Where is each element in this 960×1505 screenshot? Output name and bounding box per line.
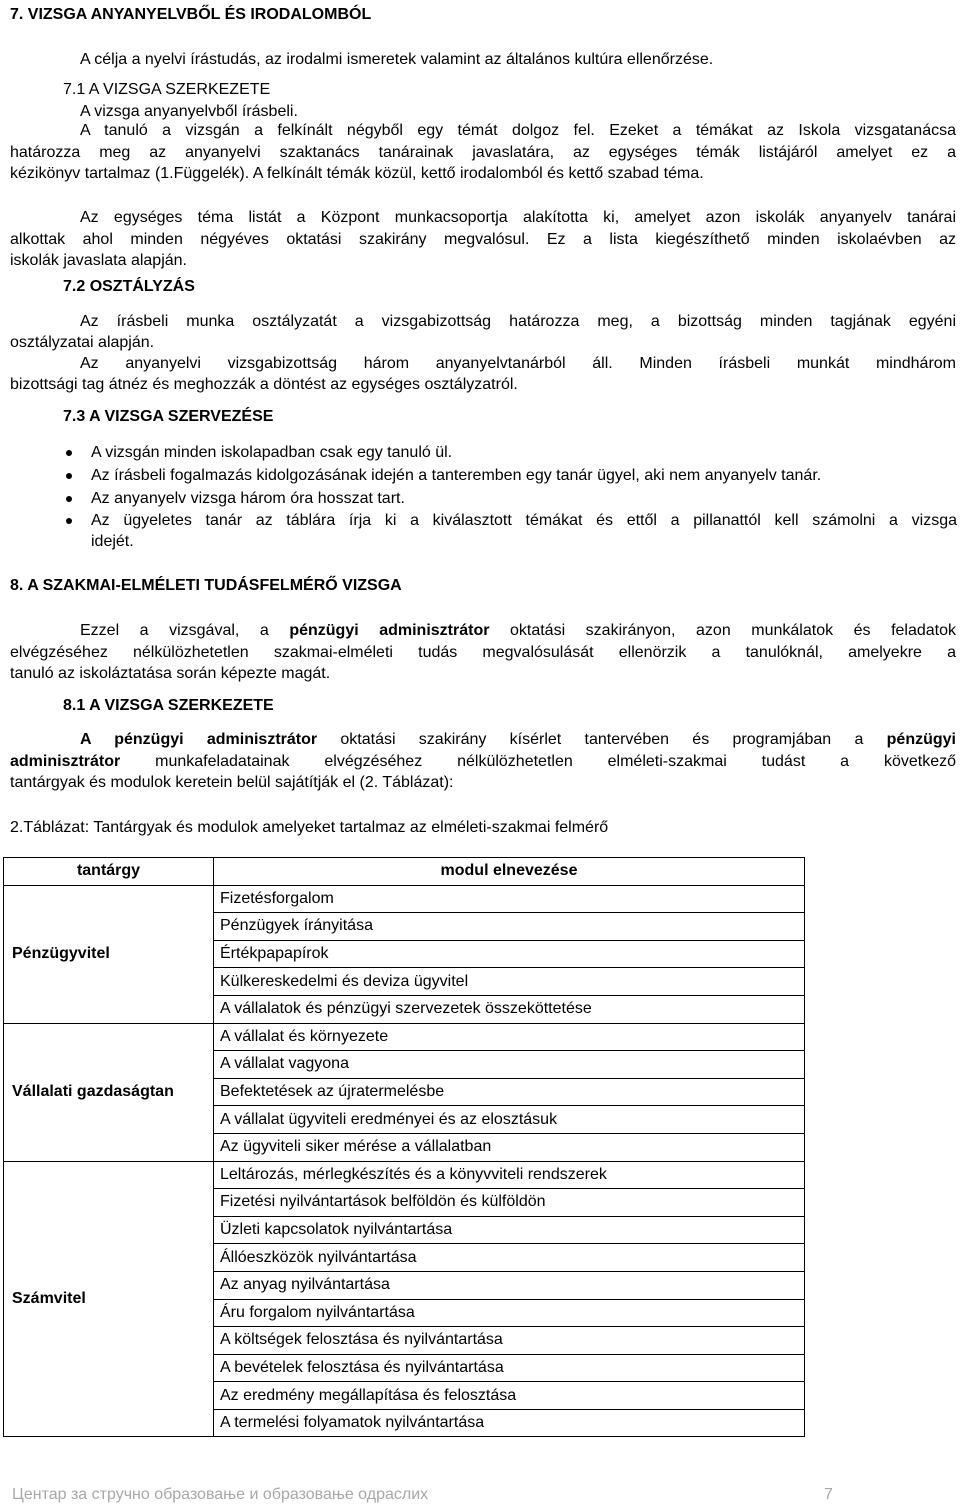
subsection-7-3-title: 7.3 A VIZSGA SZERVEZÉSE [63,408,274,425]
module-cell: Fizetésforgalom [214,885,805,913]
module-cell: Az ügyviteli siker mérése a vállalatban [214,1133,805,1161]
module-cell: Külkereskedelmi és deviza ügyvitel [214,968,805,996]
module-cell: Értékpapapírok [214,940,805,968]
topic-selection-paragraph: A tanuló a vizsgán a felkínált négyből egy témát dolgoz fel. Ezeket a témákat az Iskola vizsgatanácsa [80,122,956,139]
module-cell: Állóeszközök nyilvántartása [214,1244,805,1272]
table-caption: 2.Táblázat: Tantárgyak és modulok amelyeket tartalmaz az elméleti-szakmai felmérő [10,819,609,836]
grading-paragraph-2: Az anyanyelvi vizsgabizottság három anyanyelvtanárból áll. Minden írásbeli munkát mindhárom [80,355,956,372]
subject-cell: Pénzügyvitel [4,885,214,1023]
section-8-intro-cont: elvégzéséhez nélkülözhetetlen szakmai-elméleti tudás megvalósulását ellenörzik a tanulóknál, amelyekre a tanuló az iskoláztatása során képezte magát. [10,644,956,682]
structure-paragraph: A pénzügyi adminisztrátor oktatási szakirány kísérlet tantervében és programjában a pénzügyi [80,731,956,748]
module-cell: A termelési folyamatok nyilvántartása [214,1409,805,1437]
header-module: modul elnevezése [214,858,805,886]
grading-paragraph-2-cont: bizottsági tag átnéz és meghozzák a döntést az egységes osztályzatról. [10,376,518,393]
module-cell: A bevételek felosztása és nyilvántartása [214,1354,805,1382]
document-page: 7. VIZSGA ANYANYELVBŐL ÉS IRODALOMBÓL A célja a nyelvi írástudás, az irodalmi ismeretek valamint az általános kultúra ellenőrzése. 7.1 A VIZSGA SZERKEZETE A vizsga anyanyelvből írásbeli. A tanuló a vizsgán a felkínált négyből egy témát dolgoz fel. Ezeket a témákat az Iskola vizsgatanácsa határozza meg az anyanyelvi szaktanács tanárainak javaslatára, az egységes témák listájáról amelyet ez a kézikönyv tartalmaz (1.Függelék). A felkínált témák közül, kettő irodalomból és kettő szabad téma. Az egységes téma listát a Központ munkacsoportja alakította ki, amelyet azon iskolák anyanyelv tanárai alkottak ahol minden négyéves oktatási szakirány megvalósul. Ez a lista kiegészíthető minden iskolaévben az iskolák javaslata alapján. 7.2 OSZTÁLYZÁS Az írásbeli munka osztályzatát a vizsgabizottság határozza meg, a bizottság minden tagjának egyéni osztályzatai alapján. Az anyanyelvi vizsgabizottság három anyanyelvtanárból áll. Minden írásbeli munkát mindhárom bizottsági tag átnéz és meghozzák a döntést az egységes osztályzatról. 7.3 A VIZSGA SZERVEZÉSE A vizsgán minden iskolapadban csak egy tanuló ül. Az írásbeli fogalmazás kidolgozásának idején a tanteremben egy tanár ügyel, aki nem anyanyelv tanár. Az anyanyelv vizsga három óra hosszat tart. Az ügyeletes tanár az táblára írja ki a kiválasztott témákat és ettől a pillanattól kell számolni a vizsga idejét. 8. A SZAKMAI-ELMÉLETI TUDÁSFELMÉRŐ VIZSGA Ezzel a vizsgával, a pénzügyi adminisztrátor oktatási szakirányon, azon munkálatok és feladatok elvégzéséhez nélkülözhetetlen szakmai-elméleti tudás megvalósulását ellenörzik a tanulóknál, amelyekre a tanuló az iskoláztatása során képezte magát. 8.1 A VIZSGA SZERKEZETE A pénzügyi adminisztrátor oktatási szakirány kísérlet tantervében és programjában a pénzügyi adminisztrátor munkafeladatainak elvégzéséhez nélkülözhetetlen elméleti-szakmai tudást a következő tantárgyak és modulok keretein belül sajátítják el (2. Táblázat): 2.Táblázat: Tantárgyak és modulok amelyeket tartalmaz az elméleti-szakmai felmérő tantárgy modul elnevezése Pénzügyvitel Fizetésforgalom Pénzügyek írányitása Értékpapapírok Külkereskedelmi és deviza ügyvitel A vállalatok és pénzügyi szervezetek összeköttetése Vállalati gazdaságtan A vállalat és környezete A vállalat vagyona Befektetések az újratermelésbe A vállalat ügyviteli eredményei és az elosztásuk Az ügyviteli siker mérése a vállalatban Számvitel Leltározás, mérlegkészítés és a könyvviteli rendszerek Fizetési nyilvántartások belföldön és külföldön Üzleti kapcsolatok nyilvántartása Állóeszközök nyilvántartása Az anyag nyilvántartása Áru forgalom nyilvántartása A költségek felosztása és nyilvántartása A bevételek felosztása és nyilvántartása Az eredmény megállapítása és felosztása A termelési folyamatok nyilvántartása Центар за стручно образовање и образовање одраслих 7 [0,0,960,1505]
module-cell: A vállalat ügyviteli eredményei és az elosztásuk [214,1106,805,1134]
topic-selection-paragraph-cont: határozza meg az anyanyelvi szaktanács tanárainak javaslatára, az egységes témák listájáról amelyet ez a kézikönyv tartalmaz (1.Függelék). A felkínált témák közül, kettő irodalomból és kettő szabad téma. [10,144,956,182]
subsection-7-2-title: 7.2 OSZTÁLYZÁS [63,278,195,295]
module-cell: A vállalatok és pénzügyi szervezetek összeköttetése [214,995,805,1023]
module-cell: Üzleti kapcsolatok nyilvántartása [214,1216,805,1244]
grading-paragraph-1: Az írásbeli munka osztályzatát a vizsgabizottság határozza meg, a bizottság minden tagjának egyéni [80,313,956,330]
module-cell: Az anyag nyilvántartása [214,1271,805,1299]
module-cell: A vállalat vagyona [214,1051,805,1079]
table-row [4,885,805,913]
header-subject: tantárgy [4,858,214,886]
module-cell: Áru forgalom nyilvántartása [214,1299,805,1327]
modules-table [3,857,805,1437]
subject-cell: Számvitel [4,1161,214,1437]
page-footer: Центар за стручно образовање и образовање одраслих [12,1486,429,1503]
grading-paragraph-1-cont: osztályzatai alapján. [10,334,155,351]
subsection-7-1-title: 7.1 A VIZSGA SZERKEZETE [63,81,271,98]
module-cell: Leltározás, mérlegkészítés és a könyvviteli rendszerek [214,1161,805,1189]
table-header-row [4,858,805,886]
section-7-goal: A célja a nyelvi írástudás, az irodalmi ismeretek valamint az általános kultúra ellenőrzése. [80,51,714,68]
module-cell: Az eredmény megállapítása és felosztása [214,1382,805,1410]
topic-list-paragraph: Az egységes téma listát a Központ munkacsoportja alakította ki, amelyet azon iskolák anyanyelv tanárai [80,209,956,226]
section-8-intro: Ezzel a vizsgával, a pénzügyi adminisztrátor oktatási szakirányon, azon munkálatok és feladatok [80,622,956,639]
module-cell: A költségek felosztása és nyilvántartása [214,1327,805,1355]
page-number: 7 [824,1486,833,1503]
module-cell: Fizetési nyilvántartások belföldön és külföldön [214,1189,805,1217]
section-8-title: 8. A SZAKMAI-ELMÉLETI TUDÁSFELMÉRŐ VIZSGA [10,577,402,594]
module-cell: A vállalat és környezete [214,1023,805,1051]
table-row [4,1023,805,1051]
topic-list-paragraph-cont: alkottak ahol minden négyéves oktatási szakirány megvalósul. Ez a lista kiegészíthető minden iskolaévben az iskolák javaslata alapján. [10,231,956,269]
structure-paragraph-cont: adminisztrátor munkafeladatainak elvégzéséhez nélkülözhetetlen elméleti-szakmai tudást a következő tantárgyak és modulok keretein belül sajátítják el (2. Táblázat): [10,753,956,791]
section-7-title: 7. VIZSGA ANYANYELVBŐL ÉS IRODALOMBÓL [10,6,372,23]
module-cell: Befektetések az újratermelésbe [214,1078,805,1106]
exam-format-line: A vizsga anyanyelvből írásbeli. [80,103,298,120]
module-cell: Pénzügyek írányitása [214,913,805,941]
subject-cell: Vállalati gazdaságtan [4,1023,214,1161]
table-row [4,1161,805,1189]
subsection-8-1-title: 8.1 A VIZSGA SZERKEZETE [63,697,274,714]
